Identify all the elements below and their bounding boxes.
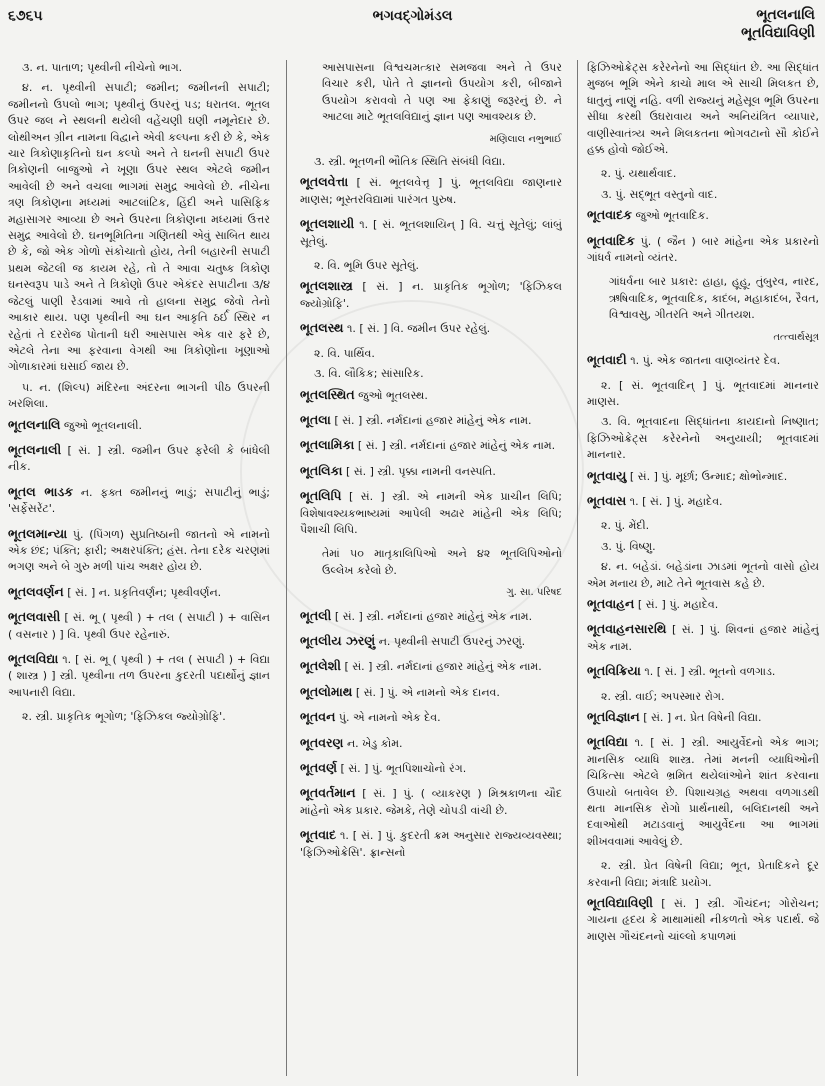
dictionary-entry	[587, 621, 819, 655]
quotation: તેમાં ૫૦ માતૃકાલિપિઓ અને ૪૨ ભૂતલિપિઓનો ઉલ્લેખ કરેલો છે.	[322, 547, 562, 577]
dictionary-entry	[8, 417, 270, 434]
entry-definition: [ સં. ] ન. પ્રેત વિષેની વિદ્યા.	[643, 711, 762, 724]
dictionary-entry	[8, 584, 270, 601]
entry-headword: ભૂતલા	[300, 411, 331, 427]
entry-headword: ભૂતલનાલી	[8, 441, 62, 457]
entry-definition: [ સં. ] સ્ત્રી. પૃક્કા નામની વનસ્પતિ.	[345, 464, 496, 478]
entry-definition: [ સં. ] પું. ( વ્યાકરણ ) મિશ્રકાળના ચૌદ માંહેનો એક પ્રકાર. જેમકે, તેણે ચોપડી વાંચી છે.	[300, 787, 562, 817]
dictionary-entry	[300, 633, 562, 650]
dictionary-entry	[8, 526, 270, 576]
column-3	[587, 60, 819, 1080]
entry-definition: [ સં. ] સ્ત્રી. એ નામની એક પ્રાચીન લિપિ; વિશેષાવશ્યકભાષ્યમાં આપેલી અઢાર માંહેની એક લિપિ; પૈશાચી લિપિ.	[300, 490, 562, 536]
dictionary-entry	[300, 760, 562, 777]
sense-definition: ૨. સ્ત્રી. પ્રેત વિષેની વિદ્યા; ભૂત, પ્રેતાદિકને દૂર કરવાની વિદ્યા; મંત્રાદિ પ્રયોગ.	[587, 859, 819, 889]
entry-headword: ભૂતલેશી	[300, 658, 341, 674]
dictionary-entry	[587, 596, 819, 613]
sense-definition: ૩. પું. સદ્ભૂત વસ્તુનો વાદ.	[601, 187, 718, 201]
entry-headword: ભૂતવાહનસારથિ	[587, 621, 667, 637]
entry-headword: ભૂતલીય ઝરણું	[300, 632, 376, 648]
entry-definition: [ સં. ] સ્ત્રી. જમીન ઉપર ફરેલી કે બાંધેલી નીક.	[8, 443, 270, 474]
entry-headword: ભૂતલનાલિ	[8, 416, 61, 432]
entry-definition: ૧. [ સં. ] પું. મહાદેવ.	[629, 494, 723, 508]
dictionary-entry	[8, 609, 270, 643]
entry-definition: પું. એ નામનો એક દેવ.	[338, 711, 441, 725]
dictionary-entry	[300, 216, 562, 250]
entry-headword: ભૂતલામિકા	[300, 437, 355, 453]
dictionary-entry	[300, 278, 562, 312]
dictionary-entry	[587, 493, 819, 510]
entry-headword: ભૂતલિપિ	[300, 488, 342, 504]
dictionary-entry	[587, 663, 819, 680]
entry-headword: ભૂતવિક્રિયા	[587, 663, 641, 679]
dictionary-entry	[300, 412, 562, 429]
entry-definition: [ સં. ભૂતલવેત્તૃ ] પું. ભૂતલવિદ્યા જાણનાર માણસ; ભૂસ્તરવિદ્યામાં પારંગત પુરુષ.	[300, 176, 562, 206]
dictionary-entry	[300, 174, 562, 208]
dictionary-entry	[587, 207, 819, 224]
dictionary-entry	[300, 658, 562, 675]
dictionary-entry	[8, 442, 270, 476]
dictionary-entry	[300, 437, 562, 454]
quotation-source: ગુ. સા. પરિષદ	[506, 587, 562, 599]
entry-headword: ભૂતવર્તમાન	[300, 785, 356, 801]
guide-word-first: ભૂતલનાલિ	[756, 7, 815, 23]
entry-headword: ભૂતવરણ	[300, 734, 344, 750]
entry-definition: ૧. [ સં. ] પું. કુદરતી ક્રમ અનુસાર રાજ્યવ્યવસ્થા; 'ફિઝિઓક્રેસિ'. ફ્રાન્સનો	[300, 829, 562, 859]
entry-headword: ભૂતવિદ્યા	[587, 734, 628, 750]
entry-headword: ભૂતવિદ્યાવિણી	[587, 895, 653, 911]
dictionary-entry	[300, 735, 562, 752]
entry-definition: [ સં. ભૂ ( પૃથ્વી ) + તલ ( સપાટી ) + વાસિન ( વસનાર ) ] વિ. પૃથ્વી ઉપર રહેનારું.	[8, 611, 270, 641]
entry-headword: ભૂતવાદક	[587, 207, 632, 223]
entry-headword: ભૂતવન	[300, 709, 336, 725]
entry-definition: [ સં. ] સ્ત્રી. નર્મદાનાં હજાર માંહેનું એક નામ.	[334, 413, 532, 427]
entry-definition: ૧. [ સં. ] સ્ત્રી. ભૂતનો વળગાડ.	[644, 665, 776, 679]
entry-definition: [ સં. ] સ્ત્રી. નર્મદાનાં હજાર માંહેનું એક નામ.	[357, 439, 556, 453]
entry-definition: [ સં. ] ન. પ્રાકૃતિક ભૂગોળ; 'ફિઝિકલ જ્યોગ્રોફિ'.	[300, 280, 562, 310]
entry-definition: ન. ખેડુ કોમ.	[346, 736, 403, 750]
quotation: ગાંધર્વના બાર પ્રકાર: હાહા, હૂહૂ, તુંબુરવ, નારદ, ઋષિવાદિક, ભૂતવાદિક, કાદંબ, મહાકાદંબ, રૈવત, વિશ્વાવસુ, ગીતરતિ અને ગીતયશ.	[609, 275, 819, 322]
sense-definition: ૪. ન. બહેડાં. બહેડાંના ઝાડમાં ભૂતનો વાસો હોય એમ મનાય છે, માટે તેને ભૂતવાસ કહે છે.	[587, 560, 819, 590]
dictionary-entry	[300, 684, 562, 701]
dictionary-entry	[300, 709, 562, 726]
sense-definition: ૨. સ્ત્રી. પ્રાકૃતિક ભૂગોળ; 'ફિઝિકલ જ્યોગ્રોફિ'.	[22, 710, 226, 724]
entry-definition: [ સં. ] સ્ત્રી. ગૌચંદન; ગોરોચન; ગાયના હૃદય કે માથામાંથી નીકળતો એક પદાર્થ. જે માણસ ગૌચંદનનો ચાંલ્લો કપાળમાં	[587, 897, 819, 943]
entry-headword: ભૂતવાયુ	[587, 467, 627, 483]
entry-definition: [ સં. ] ન. પ્રકૃતિવર્ણન; પૃથ્વીવર્ણન.	[67, 585, 222, 599]
sense-definition: ૩. વિ. ભૂતવાદના સિદ્ધાંતના કાયદાનો નિષ્ણાત; ફિઝિઓક્રેટ્સ કરેરનેનો અનુયાયી; ભૂતવાદમાં માનનાર.	[587, 415, 819, 462]
column-divider	[577, 60, 578, 1076]
sense-definition: ૨. વિ. ભૂમિ ઉપર સૂતેલું.	[314, 259, 419, 273]
entry-definition: [ સં. ] સ્ત્રી. નર્મદાનાં હજાર માંહેનું એક નામ.	[344, 660, 542, 674]
sense-definition: ૩. પું. વિષ્ણુ.	[601, 539, 656, 553]
sense-definition: ફિઝિઓક્રેટ્સ કરેરનેનો આ સિદ્ધાંત છે. આ સિદ્ધાંત મુજબ ભૂમિ એને કાચો માલ એ સાચી મિલકત છે, ધાતુનું નાણું નહિ. વળી રાજ્યનું મહેસૂલ ભૂમિ ઉપરના સીધા કરથી ઉઘરાવાય અને અનિયંત્રિત વ્યાપાર, વાણીસ્વાતંત્ર્ય અને મિલકતના ભોગવટાનો સૌ કોઈને હક્ક હોવો જોઈએ.	[587, 61, 819, 157]
dictionary-entry	[8, 651, 270, 701]
entry-headword: ભૂતલમાન્યા	[8, 525, 68, 541]
sense-definition: ૨. પું. મેંદી.	[601, 519, 650, 533]
entry-headword: ભૂતવાહન	[587, 595, 635, 611]
sense-definition: ૪. ન. પૃથ્વીની સપાટી; જમીન; જમીનની સપાટી; જમીનનો ઉપલો ભાગ; પૃથ્વીનું ઉપરનું પડ; ધરાતલ. ભૂતલ ઉપર જલ ને સ્થલની થયેલી વહેંચણી ઘણી નમૂનેદાર છે. લોથીઅન ગ્રીન નામના વિદ્વાને એવી કલ્પના કરી છે કે, એક ચાર ત્રિકોણાકૃતિનો ઘન કલ્પો અને તે ઘનની સપાટી ઉપર ત્રિકોણની બાજુઓ ને ખૂણા ઉપર સ્થલ એટલે જમીન આવેલી છે અને વચલા ભાગમાં સમુદ્ર આવેલો છે. નીચેના ત્રણ ત્રિકોણના મધ્યમાં આટલાંટિક, હિંદી અને પાસિફિક મહાસાગર આવ્યા છે અને ઉપરના ત્રિકોણના મધ્યમાં ઉત્તર સમુદ્ર આવેલો છે. ઘનભૂમિતિના ગણિતથી એવું સાબિત થાય છે કે, જો એક ગોળો સંકોચાતો હોય, તેની બહારની સપાટી પ્રથમ જેટલી જ કાયમ રહે, તો તે આવા ચતુષ્ક ત્રિકોણ ઘનસ્વરૂપ પાડે અને તે ત્રિકોણો ઉપર એકંદર સપાટીના ૩/૪ જેટલું પાણી રેડવામાં આવે તો હાલના સમુદ્ર જેવો તેનો આકાર થાય. પણ પૃથ્વીની આ ઘન આકૃતિ ઠર્ઈ સ્થિર ન રહેતાં તે દરરોજ પોતાની ધરી આસપાસ એક વાર ફરે છે, એટલે તેના આ ફરવાના વેગથી આ ત્રિકોણોના ખૂણાઓ ગોળાકારમાં ઘસાઈ જાય છે.	[8, 81, 270, 374]
entry-definition: જુઓ ભૂતલનાલી.	[63, 418, 143, 432]
dictionary-entry	[587, 709, 819, 726]
entry-definition: ૧. પું. એક જાતના વાણવ્યંતર દેવ.	[630, 354, 781, 368]
entry-definition: [ સં. ] પું. ભૂતપિશાચોનો રંગ.	[340, 762, 467, 775]
column-1	[8, 60, 270, 1080]
quotation-source: મણિલાલ નભુભાઈ	[489, 133, 562, 145]
entry-definition: પું. ( જૈન ) બાર માંહેના એક પ્રકારનો ગાંધર્વ નામનો વ્યંતર.	[587, 234, 819, 265]
entry-definition: ૧. [ સં. ભૂ ( પૃથ્વી ) + તલ ( સપાટી ) + વિદ્યા ( શાસ્ત્ર ) ] સ્ત્રી. પૃથ્વીના તળ ઉપરના કુદરતી પદાર્થોનું જ્ઞાન આપનારી વિદ્યા.	[8, 653, 270, 699]
entry-definition: [ સં. ] પું. શિવનાં હજાર માંહેનું એક નામ.	[587, 623, 819, 653]
dictionary-entry	[300, 785, 562, 819]
dictionary-entry	[587, 468, 819, 485]
dictionary-entry	[587, 895, 819, 945]
entry-definition: [ સં. ] પું. મહાદેવ.	[637, 597, 719, 611]
dictionary-entry	[300, 608, 562, 625]
dictionary-entry	[300, 320, 562, 337]
entry-definition: [ સં. ] પું. એ નામનો એક દાનવ.	[355, 685, 500, 699]
sense-definition: ૨. સ્ત્રી. વાઈ; અપસ્માર રોગ.	[601, 689, 725, 703]
entry-headword: ભૂતલસ્થ	[300, 320, 344, 336]
entry-headword: ભૂતલવાસી	[8, 609, 61, 625]
entry-headword: ભૂતવર્ણ	[300, 760, 337, 775]
entry-definition: જુઓ ભૂતલસ્થ.	[358, 388, 428, 402]
dictionary-entry	[300, 488, 562, 538]
entry-definition: ન. પૃથ્વીની સપાટી ઉપરનું ઝરણું.	[378, 634, 526, 648]
entry-headword: ભૂતવાસ	[587, 492, 627, 508]
column-divider	[286, 60, 287, 1076]
dictionary-entry	[587, 734, 819, 850]
entry-definition: જુઓ ભૂતવાદિક.	[635, 209, 709, 223]
entry-headword: ભૂતલશાસ્ત્ર	[300, 278, 353, 294]
dictionary-entry	[300, 463, 562, 480]
entry-definition: ૧. [ સં. ભૂતલશાયિન્ ] વિ. ચત્તું સૂતેલું; લાંબું સૂતેલું.	[300, 218, 562, 248]
entry-headword: ભૂતલવેત્તા	[300, 174, 349, 190]
sense-definition: ૨. પું. યથાર્થવાદ.	[601, 167, 677, 181]
entry-definition: [ સં. ] સ્ત્રી. નર્મદાનાં હજાર માંહેનું એક નામ.	[334, 609, 533, 623]
dictionary-entry	[300, 827, 562, 861]
entry-definition: ન. ફક્ત જમીનનું ભાડું; સપાટીનું ભાડું; 'સર્ફેસરેંટ'.	[8, 485, 270, 516]
entry-headword: ભૂતલવિદ્યા	[8, 651, 59, 666]
quotation: આસપાસના વિશ્વચમત્કાર સમજવા અને તે ઉપર વિચાર કરી, પોતે તે જ્ઞાનનો ઉપયોગ કરી, બીજાને ઉપયોગ કરાવવો તે પણ આ ફેકાણું જરૂરનું છે. ને આટલા માટે ભૂતલવિદ્યાનું જ્ઞાન પણ આવશ્યક છે.	[322, 61, 562, 124]
dictionary-entry	[8, 484, 270, 518]
entry-headword: ભૂતલવર્ણન	[8, 583, 64, 599]
entry-headword: ભૂતલસ્થિત	[300, 386, 355, 402]
sense-definition: ૩. ન. પાતાળ; પૃથ્વીની નીચેનો ભાગ.	[22, 61, 183, 74]
page-header	[0, 0, 825, 60]
dictionary-entry	[587, 233, 819, 267]
entry-headword: ભૂતવાદ	[300, 827, 337, 843]
dictionary-entry	[300, 387, 562, 404]
entry-headword: ભૂતલ ભાડક	[8, 483, 74, 499]
entry-definition: [ સં. ] પું. મૂર્છા; ઉન્માદ; ક્ષોભોન્માદ.	[629, 469, 788, 483]
sense-definition: ૩. વિ. લૌકિક; સાંસારિક.	[314, 367, 424, 381]
entry-headword: ભૂતલશાયી	[300, 216, 355, 232]
entry-definition: પું. (પિંગળ) સુપ્રતિષ્ઠાની જાતનો એ નામનો એક છંદ; પંક્તિ; ફારી; અક્ષરપંક્તિ; હંસ. તેના દરેક ચરણમાં ભગણ અને બે ગુરુ મળી પાંચ અક્ષર હોય છે.	[8, 527, 270, 574]
entry-headword: ભૂતવાદિક	[587, 232, 635, 248]
page-number: ૬૭૬૫	[8, 8, 43, 24]
column-2	[300, 60, 562, 1080]
sense-definition: ૨. [ સં. ભૂતવાદિન્ ] પું. ભૂતવાદમાં માનનાર માણસ.	[587, 378, 819, 408]
quotation-source: તત્ત્વાર્થસૂત્ર	[773, 331, 819, 343]
page-title: ભગવદ્ગોમંડલ	[372, 8, 453, 24]
entry-headword: ભૂતવિજ્ઞાન	[587, 709, 640, 724]
guide-word-last: ભૂતવિદ્યાવિણી	[741, 25, 815, 41]
entry-headword: ભૂતલિકા	[300, 462, 343, 478]
sense-definition: ૫. ન. (શિલ્પ) મંદિરના અંદરના ભાગની પીઠ ઉપરની ખરશિલા.	[8, 380, 270, 411]
dictionary-entry	[587, 352, 819, 369]
entry-definition: ૧. [ સં. ] વિ. જમીન ઉપર રહેલું.	[347, 322, 491, 336]
entry-headword: ભૂતલોમાથ	[300, 683, 353, 699]
entry-headword: ભૂતવાદી	[587, 352, 627, 368]
sense-definition: ૩. સ્ત્રી. ભૂતળની ભૌતિક સ્થિતિ સંબંધી વિદ્યા.	[314, 155, 506, 169]
sense-definition: ૨. વિ. પાર્થિવ.	[314, 346, 375, 360]
guide-words	[741, 6, 815, 42]
entry-headword: ભૂતલી	[300, 607, 332, 623]
entry-definition: ૧. [ સં. ] સ્ત્રી. આયુર્વેદનો એક ભાગ; માનસિક વ્યાધિ શાસ્ત્ર. તેમાં મનની વ્યાધિઓની ચિકિત્સા એટલે ભ્રમિત થયેલાંઓને શાંત કરવાના ઉપાયો બતાવેલ છે. પિશાચગ્રહ અથવા વળગાડથી થતા માનસિક રોગો પ્રાર્થનાથી, બલિદાનથી અને દવાઓથી મટાડવાનું આયુર્વેદના આ ભાગમાં શીખવવામાં આવેલું છે.	[587, 736, 819, 848]
